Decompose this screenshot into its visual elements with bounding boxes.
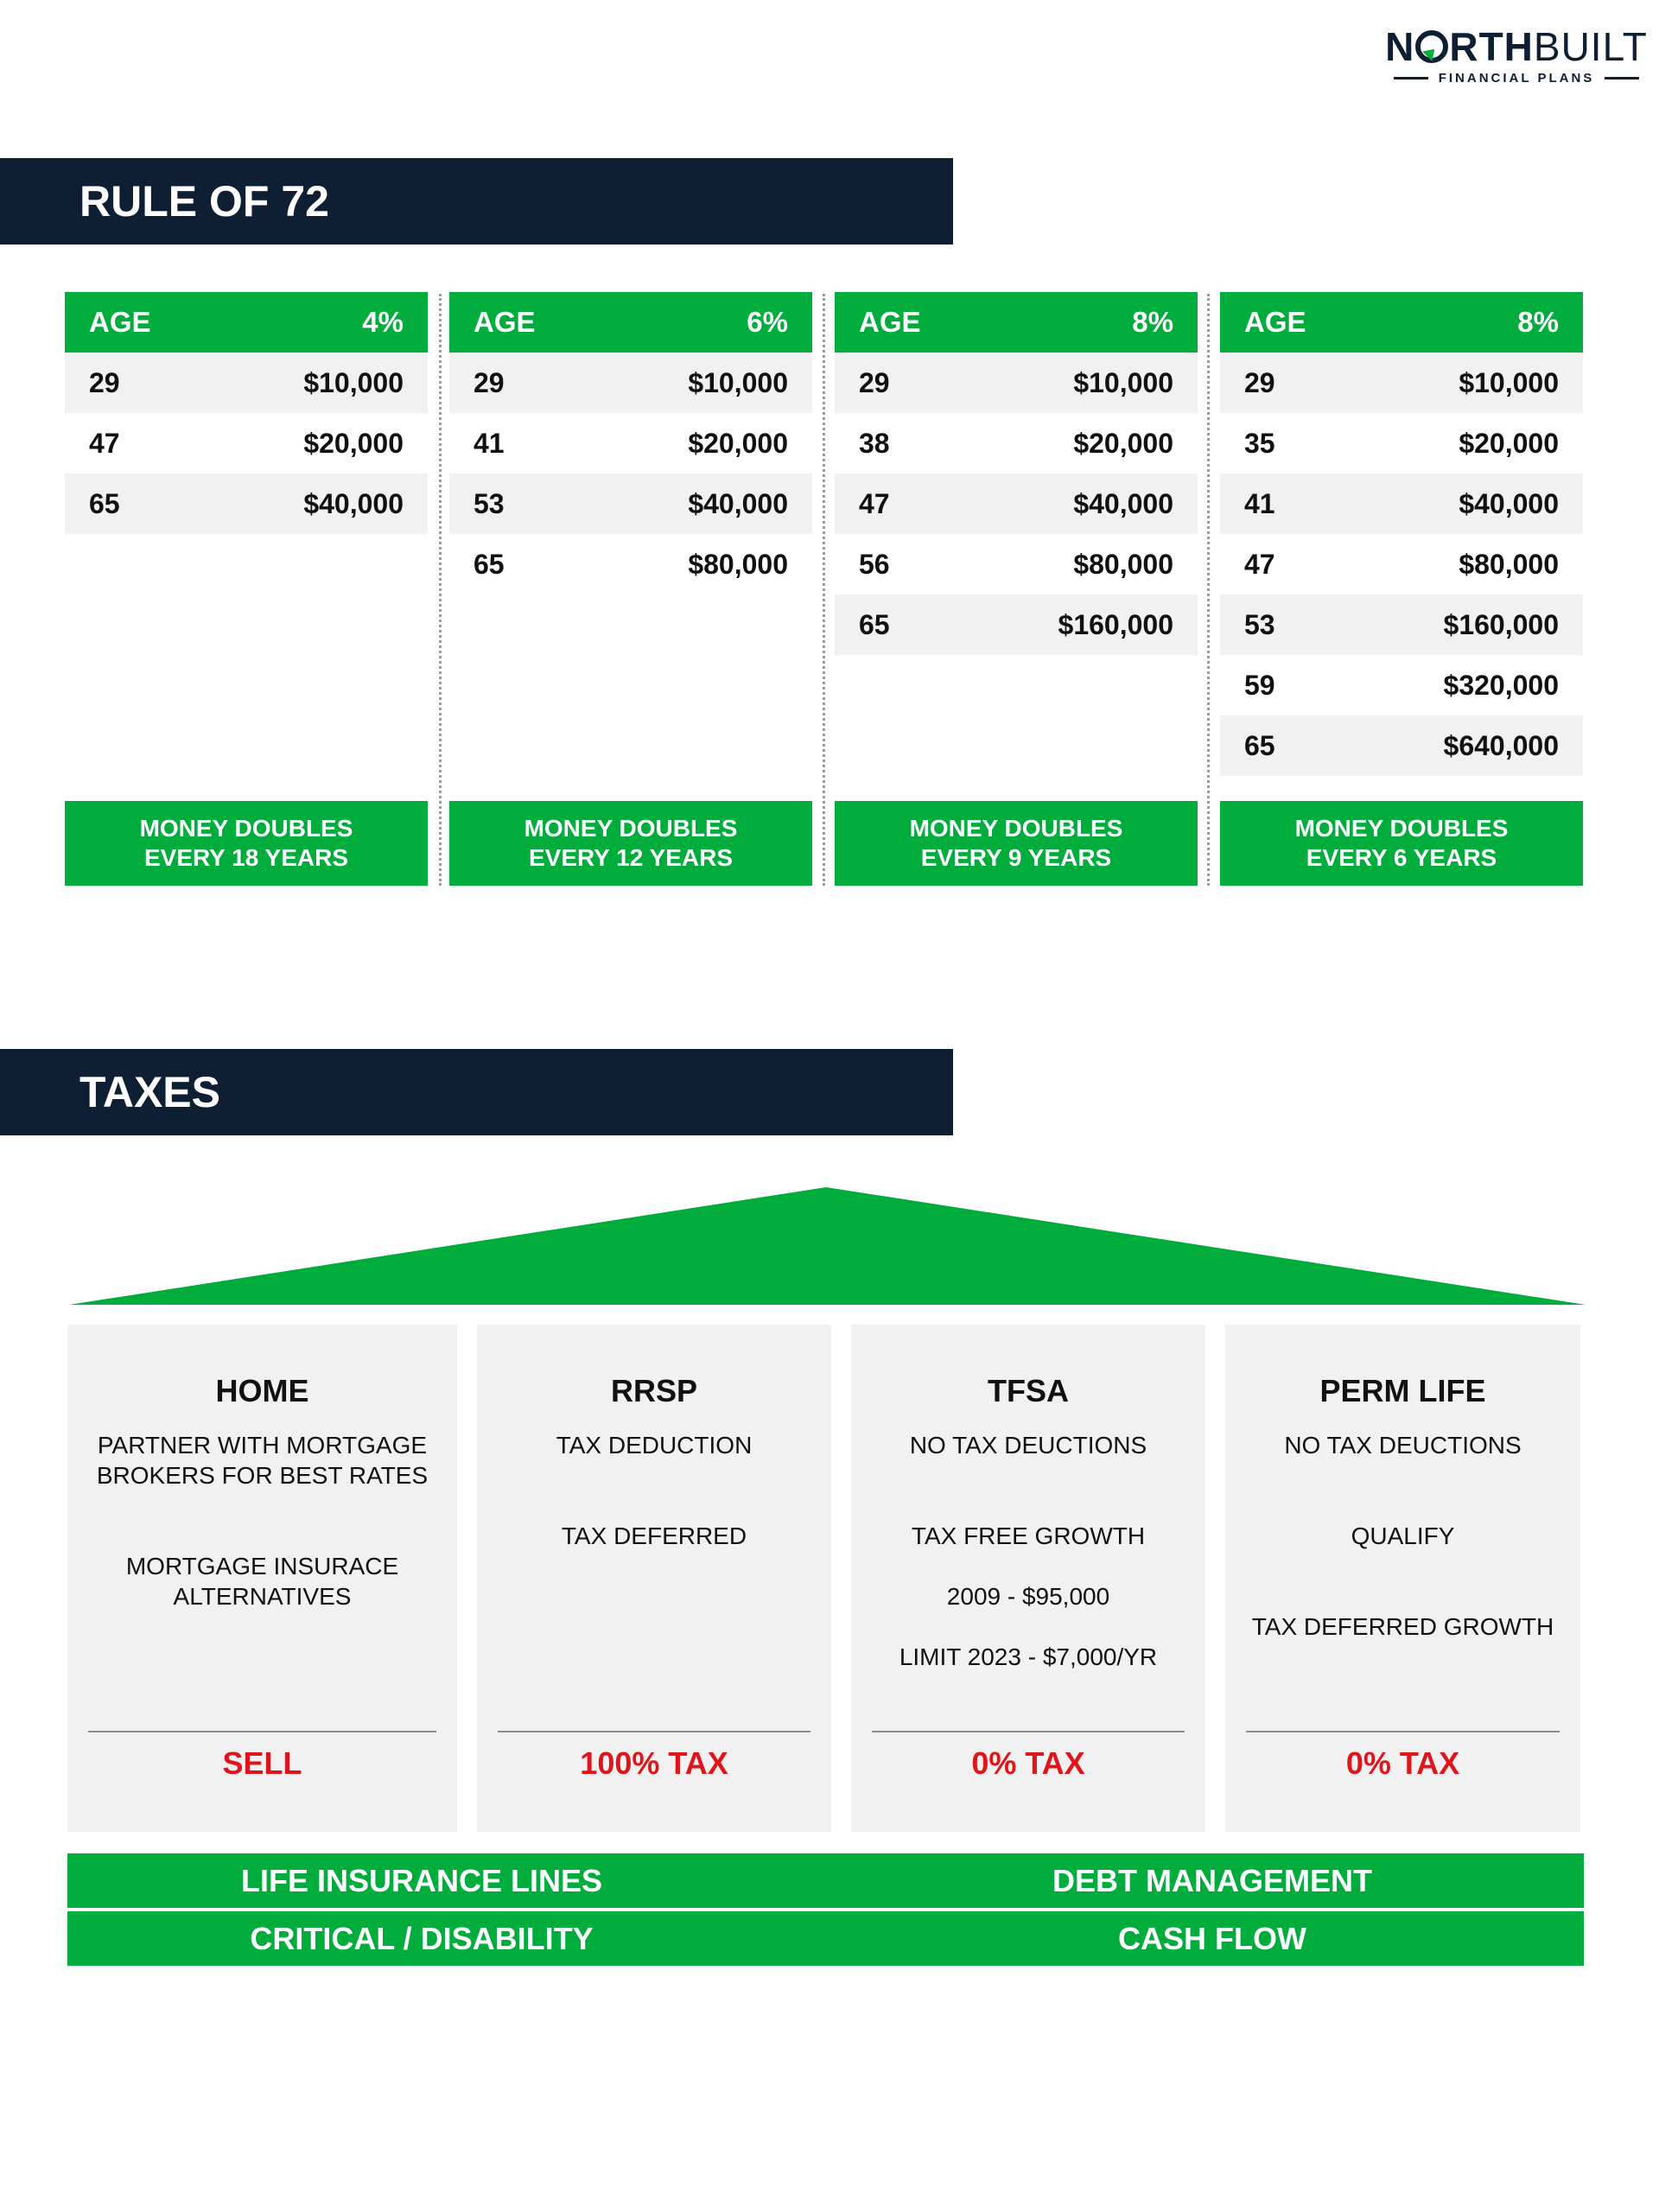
- rate-column-header: 8%: [1517, 306, 1559, 338]
- band-label: LIFE INSURANCE LINES: [240, 1863, 603, 1898]
- doubling-summary: [65, 801, 428, 886]
- doubling-summary-line: EVERY 6 YEARS: [1306, 844, 1497, 871]
- tax-card-line: ALTERNATIVES: [173, 1583, 352, 1610]
- doubling-summary-line: EVERY 18 YEARS: [143, 844, 349, 871]
- tax-card-rrsp: [477, 1325, 831, 1832]
- tax-card-perm-life: [1225, 1325, 1580, 1832]
- rule72-table-header: [65, 292, 428, 353]
- house-roof: [69, 1187, 1586, 1305]
- rule72-title: RULE OF 72: [79, 177, 329, 226]
- foundation-band-2: [67, 1911, 1584, 1966]
- rule72-table: [65, 292, 428, 534]
- taxes-title: TAXES: [79, 1068, 220, 1116]
- amount-cell: $40,000: [688, 487, 788, 519]
- table-row: [1220, 715, 1583, 776]
- table-row: [449, 534, 812, 594]
- table-row: [835, 474, 1198, 534]
- table-row: [835, 534, 1198, 594]
- doubling-summary: [449, 801, 812, 886]
- tax-card-result: SELL: [222, 1745, 302, 1781]
- tax-card-line: LIMIT 2023 - $7,000/YR: [899, 1643, 1158, 1670]
- age-column-header: AGE: [89, 306, 151, 338]
- age-cell: 29: [859, 366, 890, 398]
- amount-cell: $80,000: [1073, 548, 1173, 580]
- tax-card-rule: [1246, 1731, 1560, 1732]
- amount-cell: $10,000: [1459, 366, 1559, 398]
- age-column-header: AGE: [859, 306, 921, 338]
- table-row: [449, 474, 812, 534]
- table-row: [1220, 594, 1583, 655]
- tax-card-line: BROKERS FOR BEST RATES: [96, 1462, 429, 1489]
- table-row: [835, 594, 1198, 655]
- logo-rule-right: [1605, 77, 1639, 79]
- age-cell: 41: [1244, 487, 1275, 519]
- tax-card-line: TAX DEDUCTION: [556, 1432, 753, 1459]
- rate-column-header: 4%: [362, 306, 404, 338]
- rate-column-header: 8%: [1132, 306, 1173, 338]
- logo-wordmark: N RTHBUILT: [1385, 24, 1648, 69]
- age-cell: 56: [859, 548, 890, 580]
- tax-card-rule: [498, 1731, 810, 1732]
- rule72-table-header: [1220, 292, 1583, 353]
- column-divider: [823, 294, 825, 886]
- doubling-summary-line: EVERY 12 YEARS: [528, 844, 734, 871]
- tax-card-line: 2009 - $95,000: [946, 1583, 1110, 1610]
- amount-cell: $10,000: [688, 366, 788, 398]
- amount-cell: $40,000: [1073, 487, 1173, 519]
- brand-logo: [1378, 24, 1655, 86]
- age-cell: 65: [89, 487, 120, 519]
- doubling-summary: [1220, 801, 1583, 886]
- taxes-header: [0, 1049, 953, 1135]
- age-cell: 53: [1244, 608, 1275, 640]
- tax-card-rule: [872, 1731, 1185, 1732]
- tax-card-title: TFSA: [988, 1373, 1069, 1408]
- table-row: [1220, 413, 1583, 474]
- age-cell: 47: [89, 427, 120, 459]
- band-label: DEBT MANAGEMENT: [1052, 1863, 1372, 1898]
- age-cell: 47: [859, 487, 890, 519]
- table-row: [835, 353, 1198, 413]
- tax-card-result: 0% TAX: [1345, 1745, 1460, 1781]
- table-row: [1220, 353, 1583, 413]
- tax-card-result: 100% TAX: [580, 1745, 728, 1781]
- logo-o-arrow-icon: [1415, 30, 1448, 63]
- tax-card-line: NO TAX DEUCTIONS: [1284, 1432, 1522, 1459]
- age-cell: 29: [1244, 366, 1275, 398]
- tax-card-line: QUALIFY: [1351, 1522, 1455, 1549]
- tax-card-rule: [88, 1731, 436, 1732]
- rate-column-header: 6%: [747, 306, 788, 338]
- table-row: [449, 413, 812, 474]
- rule72-table-header: [449, 292, 812, 353]
- amount-cell: $160,000: [1443, 608, 1559, 640]
- age-cell: 65: [859, 608, 890, 640]
- age-cell: 59: [1244, 669, 1275, 701]
- tax-card-line: MORTGAGE INSURACE: [125, 1553, 399, 1580]
- tax-card-result: 0% TAX: [971, 1745, 1085, 1781]
- table-row: [1220, 655, 1583, 715]
- age-cell: 47: [1244, 548, 1275, 580]
- age-column-header: AGE: [474, 306, 536, 338]
- tax-card-line: PARTNER WITH MORTGAGE: [97, 1432, 428, 1459]
- rule72-header: [0, 158, 953, 245]
- amount-cell: $10,000: [303, 366, 404, 398]
- table-row: [65, 474, 428, 534]
- tax-card-tfsa: [851, 1325, 1205, 1832]
- table-row: [65, 413, 428, 474]
- age-cell: 29: [89, 366, 120, 398]
- amount-cell: $10,000: [1073, 366, 1173, 398]
- table-row: [65, 353, 428, 413]
- tax-card-line: TAX FREE GROWTH: [911, 1522, 1146, 1549]
- logo-tagline: FINANCIAL PLANS: [1378, 71, 1655, 86]
- age-cell: 29: [474, 366, 505, 398]
- table-row: [835, 413, 1198, 474]
- foundation-band-1: [67, 1853, 1584, 1908]
- column-divider: [439, 294, 442, 886]
- amount-cell: $20,000: [688, 427, 788, 459]
- doubling-summary: [835, 801, 1198, 886]
- age-cell: 41: [474, 427, 505, 459]
- tax-card-line: NO TAX DEUCTIONS: [909, 1432, 1147, 1459]
- tax-card-line: TAX DEFERRED: [561, 1522, 747, 1549]
- doubling-summary-line: MONEY DOUBLES: [139, 815, 353, 842]
- table-row: [1220, 534, 1583, 594]
- amount-cell: $160,000: [1058, 608, 1173, 640]
- amount-cell: $40,000: [1459, 487, 1559, 519]
- amount-cell: $640,000: [1443, 729, 1559, 761]
- doubling-summary-line: MONEY DOUBLES: [1294, 815, 1509, 842]
- rule72-table: [835, 292, 1198, 655]
- age-cell: 65: [474, 548, 505, 580]
- amount-cell: $40,000: [303, 487, 404, 519]
- tax-card-title: PERM LIFE: [1319, 1373, 1486, 1408]
- age-cell: 38: [859, 427, 890, 459]
- rule72-table: [449, 292, 812, 594]
- amount-cell: $80,000: [688, 548, 788, 580]
- age-cell: 65: [1244, 729, 1275, 761]
- table-row: [1220, 474, 1583, 534]
- tax-card-home: [67, 1325, 457, 1832]
- amount-cell: $20,000: [1073, 427, 1173, 459]
- age-column-header: AGE: [1244, 306, 1306, 338]
- rule72-table-header: [835, 292, 1198, 353]
- logo-rule-left: [1394, 77, 1428, 79]
- table-row: [449, 353, 812, 413]
- band-label: CRITICAL / DISABILITY: [250, 1921, 594, 1956]
- amount-cell: $320,000: [1443, 669, 1559, 701]
- rule72-table: [1220, 292, 1583, 776]
- column-divider: [1207, 294, 1210, 886]
- doubling-summary-line: MONEY DOUBLES: [909, 815, 1123, 842]
- tax-card-title: HOME: [215, 1373, 309, 1408]
- amount-cell: $80,000: [1459, 548, 1559, 580]
- doubling-summary-line: MONEY DOUBLES: [524, 815, 738, 842]
- band-label: CASH FLOW: [1118, 1921, 1306, 1956]
- tax-card-title: RRSP: [610, 1373, 698, 1408]
- amount-cell: $20,000: [303, 427, 404, 459]
- age-cell: 35: [1244, 427, 1275, 459]
- roof-triangle: [69, 1187, 1586, 1305]
- doubling-summary-line: EVERY 9 YEARS: [920, 844, 1112, 871]
- tax-card-line: TAX DEFERRED GROWTH: [1251, 1613, 1554, 1640]
- age-cell: 53: [474, 487, 505, 519]
- amount-cell: $20,000: [1459, 427, 1559, 459]
